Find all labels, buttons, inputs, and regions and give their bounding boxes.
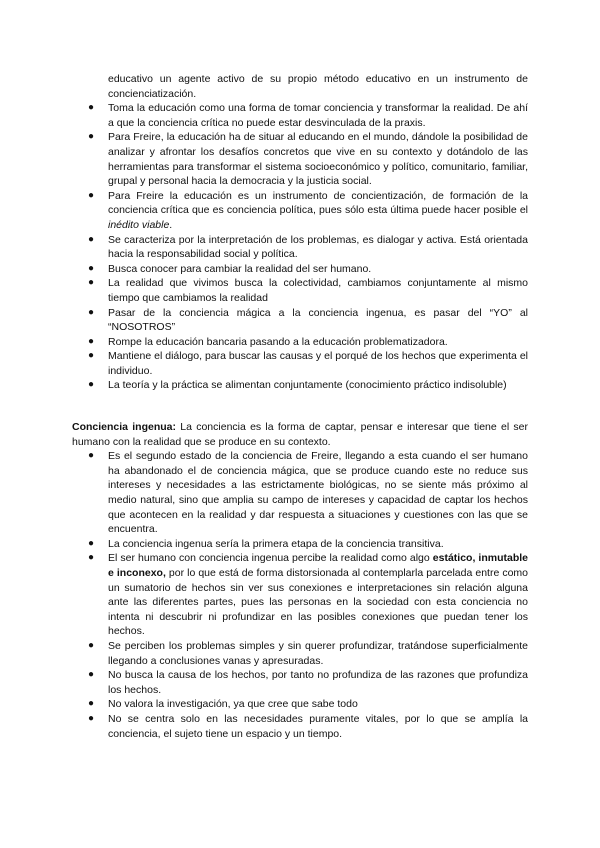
bullet-icon: ● [88,698,95,710]
bullet-icon: ● [88,262,95,274]
list-item: ● Rompe la educación bancaria pasando a la educación problematizadora. [88,335,448,348]
list-item: ● Toma la educación como una forma de tomar conciencia y transformar la realidad. De ahí a que la conciencia crítica no puede estar desvinculada de la praxis. [88,102,528,129]
list-item: ● Para Freire, la educación ha de situar al educando en el mundo, dándole la posibilidad de analizar y afrontar los desafíos concretos que vive en su contexto y dotándolo de las herramientas para transformar el sistema socioeconómico y político, comunitario, familiar, grupal y personal hacia la democracia y la justicia social. [88,131,528,188]
list-item: ● No valora la investigación, ya que cree que sabe todo [88,698,358,711]
list-item: ● El ser humano con conciencia ingenua percibe la realidad como algo estático, inmutable e inconexo, por lo que está de forma distorsionada al contemplarla parcelada entre como un sumatorio de hechos sin ver sus conexiones e interpretaciones sin relación alguna ante las diferentes partes, pues las personas en la sociedad con esta conciencia no intenta ni descubrir ni profundizar en las posibles conexiones que puedan tener los hechos. [88,552,528,638]
bullet-icon: ● [88,379,95,391]
bullet-icon: ● [88,639,95,651]
bullet-icon: ● [88,350,95,362]
inedito-viable-term: inédito viable [108,218,170,231]
section-title: Conciencia ingenua: [72,421,177,434]
bullet-icon: ● [88,712,95,724]
bullet-icon: ● [88,277,95,289]
bullet-icon: ● [88,335,95,347]
bullet-icon: ● [88,306,95,318]
section-definition: Conciencia ingenua: La conciencia es la forma de captar, pensar e interesar que tiene el ser humano con la realidad que se produce en su contexto. [72,421,529,448]
list-item: ● Mantiene el diálogo, para buscar las causas y el porqué de los hechos que experimenta el individuo. [88,350,528,377]
intro-continuation: educativo un agente activo de su propio método educativo en un instrumento de concienciatización. [108,73,528,100]
bullet-icon: ● [88,102,95,114]
list-item: ● Es el segundo estado de la conciencia de Freire, llegando a esta cuando el ser humano ha abandonado el de conciencia mágica, que se produce cuando este no reduce sus intereses y necesidades a las estrictamente biológicas, no se siente más próximo al medio natural, sino que amplia su campo de intereses y capacidad de captar los hechos que acontecen en la realidad y dar respuesta a situaciones y cuestiones con las que se encuentra. [88,450,528,536]
bullet-icon: ● [88,233,95,245]
bullet-icon: ● [88,537,95,549]
section-gap [72,393,528,420]
list-item: ● La teoría y la práctica se alimentan conjuntamente (conocimiento práctico indisoluble) [88,379,507,392]
estatico-keywords: estático, inmutable e inconexo, [108,552,528,579]
freire-list [72,101,528,393]
list-item: ● Se perciben los problemas simples y sin querer profundizar, tratándose superficialmente llegando a conclusiones vanas y apresuradas. [88,639,528,667]
list-item: ● Se caracteriza por la interpretación de los problemas, es dialogar y activa. Está orientada hacia la responsabilidad social y política. [88,233,528,261]
list-item: ● Busca conocer para cambiar la realidad del ser humano. [88,262,372,275]
list-item: ● No busca la causa de los hechos, por tanto no profundiza de las razones que profundiza los hechos. [88,669,528,696]
bullet-icon: ● [88,450,95,462]
list-item: ● La conciencia ingenua sería la primera etapa de la conciencia transitiva. [88,537,444,550]
list-item: ● Para Freire la educación es un instrumento de concientización, de formación de la conciencia crítica que es conciencia política, pues sólo esta última puede hacer posible el inédito viable. [88,189,528,231]
bullet-icon: ● [88,552,95,564]
ingenua-list [72,449,528,741]
bullet-icon: ● [88,669,95,681]
list-item: ● La realidad que vivimos busca la colectividad, cambiamos conjuntamente al mismo tiempo que cambiamos la realidad [88,277,528,304]
list-item: ● No se centra solo en las necesidades puramente vitales, por lo que se amplía la conciencia, el sujeto tiene un espacio y un tiempo. [88,712,528,740]
bullet-icon: ● [88,189,95,201]
bullet-icon: ● [88,131,95,143]
list-item: ● Pasar de la conciencia mágica a la conciencia ingenua, es pasar del “YO” al “NOSOTROS” [88,306,528,334]
